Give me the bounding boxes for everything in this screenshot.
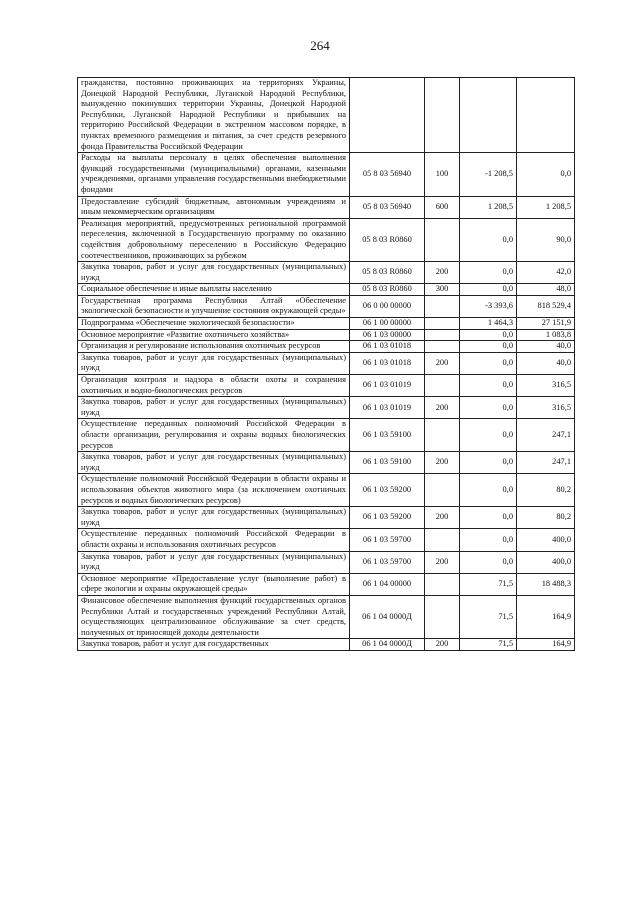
row-expense-type: 200: [425, 452, 460, 474]
row-description: Осуществление полномочий Российской Федерации в области охраны и использования объектов животного мира (за исключением охотничьих ресурсов и водных биологических ресурсов): [78, 474, 350, 507]
table-row: [78, 551, 575, 573]
table-row: [78, 329, 575, 341]
row-expense-type: [425, 573, 460, 595]
row-description: Государственная программа Республики Алтай «Обеспечение экологической безопасности и улучшение состояния окружающей среды»: [78, 295, 350, 317]
row-amount-change: 0,0: [460, 341, 517, 353]
table-row: [78, 341, 575, 353]
row-expense-type: 200: [425, 551, 460, 573]
row-amount-total: 80,2: [517, 474, 575, 507]
table-row: [78, 284, 575, 296]
row-amount-change: 0,0: [460, 329, 517, 341]
row-target-code: 05 8 03 R0860: [350, 284, 425, 296]
row-amount-change: 1 208,5: [460, 196, 517, 218]
row-amount-total: 400,0: [517, 529, 575, 551]
row-expense-type: 600: [425, 196, 460, 218]
row-description: Реализация мероприятий, предусмотренных региональной программой переселения, включенной в Государственную программу по оказанию содействия добровольному переселению в Российскую Федерацию соотечественников, проживающих за рубежом: [78, 218, 350, 261]
table-row: [78, 262, 575, 284]
row-amount-total: 1 083,8: [517, 329, 575, 341]
row-expense-type: [425, 419, 460, 452]
row-target-code: 05 8 03 R0860: [350, 218, 425, 261]
row-target-code: 05 8 03 56940: [350, 196, 425, 218]
row-amount-total: 80,2: [517, 507, 575, 529]
row-amount-change: 0,0: [460, 262, 517, 284]
row-description: Закупка товаров, работ и услуг для государственных (муниципальных) нужд: [78, 352, 350, 374]
row-amount-total: 316,5: [517, 375, 575, 397]
row-amount-total: 164,9: [517, 595, 575, 638]
row-amount-total: 247,1: [517, 452, 575, 474]
table-row: [78, 295, 575, 317]
row-amount-change: 71,5: [460, 595, 517, 638]
row-amount-change: -1 208,5: [460, 153, 517, 196]
row-target-code: 06 1 03 59200: [350, 507, 425, 529]
row-target-code: 06 1 04 0000Д: [350, 595, 425, 638]
row-expense-type: 200: [425, 507, 460, 529]
row-expense-type: [425, 474, 460, 507]
row-expense-type: [425, 318, 460, 330]
row-amount-change: 0,0: [460, 218, 517, 261]
row-amount-change: 0,0: [460, 375, 517, 397]
row-target-code: 06 1 03 01019: [350, 397, 425, 419]
row-expense-type: 200: [425, 639, 460, 651]
row-target-code: 06 1 03 01018: [350, 341, 425, 353]
table-row: [78, 595, 575, 638]
row-amount-change: 0,0: [460, 419, 517, 452]
table-row: [78, 153, 575, 196]
row-amount-change: 0,0: [460, 397, 517, 419]
row-target-code: 06 1 03 00000: [350, 329, 425, 341]
row-amount-change: 0,0: [460, 474, 517, 507]
row-description: Закупка товаров, работ и услуг для государственных (муниципальных) нужд: [78, 452, 350, 474]
table-row: [78, 419, 575, 452]
table-row: [78, 452, 575, 474]
row-description: Финансовое обеспечение выполнения функций государственных органов Республики Алтай и государственных учреждений Республики Алтай, осуществляющих централизованное обслуживание за счет средств, полученных от приносящей доходы деятельности: [78, 595, 350, 638]
row-description: Предоставление субсидий бюджетным, автономным учреждениям и иным некоммерческим организациям: [78, 196, 350, 218]
row-amount-total: 90,0: [517, 218, 575, 261]
row-description: Основное мероприятие «Развитие охотничьего хозяйства»: [78, 329, 350, 341]
row-amount-change: 1 464,3: [460, 318, 517, 330]
row-amount-change: -3 393,6: [460, 295, 517, 317]
row-amount-total: 1 208,5: [517, 196, 575, 218]
row-target-code: 05 8 03 R0860: [350, 262, 425, 284]
row-amount-total: 247,1: [517, 419, 575, 452]
row-expense-type: [425, 295, 460, 317]
row-amount-change: 0,0: [460, 529, 517, 551]
row-amount-change: 71,5: [460, 639, 517, 651]
table-row: [78, 573, 575, 595]
row-amount-total: 0,0: [517, 153, 575, 196]
row-amount-change: 0,0: [460, 284, 517, 296]
row-description: Осуществление переданных полномочий Российской Федерации в области организации, регулирования и охраны водных биологических ресурсов: [78, 419, 350, 452]
table-row: [78, 375, 575, 397]
table-row: [78, 78, 575, 153]
row-target-code: 06 1 03 01018: [350, 352, 425, 374]
row-target-code: 06 1 03 59200: [350, 474, 425, 507]
row-amount-total: 818 529,4: [517, 295, 575, 317]
row-amount-change: 0,0: [460, 551, 517, 573]
row-description: Организация и регулирование использования охотничьих ресурсов: [78, 341, 350, 353]
row-amount-change: 0,0: [460, 507, 517, 529]
table-row: [78, 639, 575, 651]
row-amount-total: 316,5: [517, 397, 575, 419]
row-expense-type: [425, 329, 460, 341]
row-amount-total: 18 488,3: [517, 573, 575, 595]
table-row: [78, 318, 575, 330]
table-row: [78, 352, 575, 374]
row-amount-change: 71,5: [460, 573, 517, 595]
row-expense-type: 300: [425, 284, 460, 296]
row-expense-type: 100: [425, 153, 460, 196]
row-target-code: 06 1 04 0000Д: [350, 639, 425, 651]
row-target-code: [350, 78, 425, 153]
row-amount-total: 40,0: [517, 352, 575, 374]
row-description: Социальное обеспечение и иные выплаты населению: [78, 284, 350, 296]
table-row: [78, 529, 575, 551]
row-description: Основное мероприятие «Предоставление услуг (выполнение работ) в сфере экологии и охраны окружающей среды»: [78, 573, 350, 595]
table-row: [78, 474, 575, 507]
row-expense-type: [425, 341, 460, 353]
row-description: Осуществление переданных полномочий Российской Федерации в области охраны и использования охотничьих ресурсов: [78, 529, 350, 551]
row-target-code: 06 1 03 59700: [350, 529, 425, 551]
row-amount-change: 0,0: [460, 352, 517, 374]
row-description: Закупка товаров, работ и услуг для государственных: [78, 639, 350, 651]
row-description: Закупка товаров, работ и услуг для государственных (муниципальных) нужд: [78, 397, 350, 419]
table-row: [78, 196, 575, 218]
table-row: [78, 397, 575, 419]
row-target-code: 06 1 00 00000: [350, 318, 425, 330]
table-row: [78, 507, 575, 529]
row-amount-total: 40,0: [517, 341, 575, 353]
row-expense-type: [425, 595, 460, 638]
row-description: гражданства, постоянно проживающих на территориях Украины, Донецкой Народной Республики, Луганской Народной Республики, вынужденно покинувших территории Украины, Донецкой Народной Республики, Луганской Народной Республики и прибывших на территорию Российской Федерации в экстренном массовом порядке, в пунктах временного размещения и питания, за счет средств резервного фонда Правительства Российской Федерации: [78, 78, 350, 153]
row-description: Закупка товаров, работ и услуг для государственных (муниципальных) нужд: [78, 507, 350, 529]
row-target-code: 06 1 04 00000: [350, 573, 425, 595]
row-expense-type: [425, 375, 460, 397]
budget-table-body: [78, 78, 575, 651]
row-target-code: 06 1 03 59700: [350, 551, 425, 573]
table-row: [78, 218, 575, 261]
row-target-code: 06 0 00 00000: [350, 295, 425, 317]
row-description: Закупка товаров, работ и услуг для государственных (муниципальных) нужд: [78, 262, 350, 284]
row-amount-total: 400,0: [517, 551, 575, 573]
row-expense-type: [425, 78, 460, 153]
page-number: 264: [310, 38, 330, 53]
row-amount-total: 164,9: [517, 639, 575, 651]
row-amount-total: [517, 78, 575, 153]
row-description: Закупка товаров, работ и услуг для государственных (муниципальных) нужд: [78, 551, 350, 573]
row-amount-change: [460, 78, 517, 153]
row-description: Организация контроля и надзора в области охоты и сохранения охотничьих и водно-биологических ресурсов: [78, 375, 350, 397]
row-expense-type: [425, 218, 460, 261]
row-amount-total: 27 151,9: [517, 318, 575, 330]
row-amount-change: 0,0: [460, 452, 517, 474]
budget-table: [77, 77, 575, 651]
row-description: Расходы на выплаты персоналу в целях обеспечения выполнения функций государственными (муниципальными) органами, казенными учреждениями, органами управления государственными внебюджетными фондами: [78, 153, 350, 196]
row-target-code: 06 1 03 59100: [350, 419, 425, 452]
row-target-code: 06 1 03 01019: [350, 375, 425, 397]
row-expense-type: 200: [425, 352, 460, 374]
row-description: Подпрограмма «Обеспечение экологической безопасности»: [78, 318, 350, 330]
row-amount-total: 42,0: [517, 262, 575, 284]
row-target-code: 05 8 03 56940: [350, 153, 425, 196]
row-expense-type: 200: [425, 397, 460, 419]
row-amount-total: 48,0: [517, 284, 575, 296]
row-expense-type: [425, 529, 460, 551]
row-target-code: 06 1 03 59100: [350, 452, 425, 474]
row-expense-type: 200: [425, 262, 460, 284]
